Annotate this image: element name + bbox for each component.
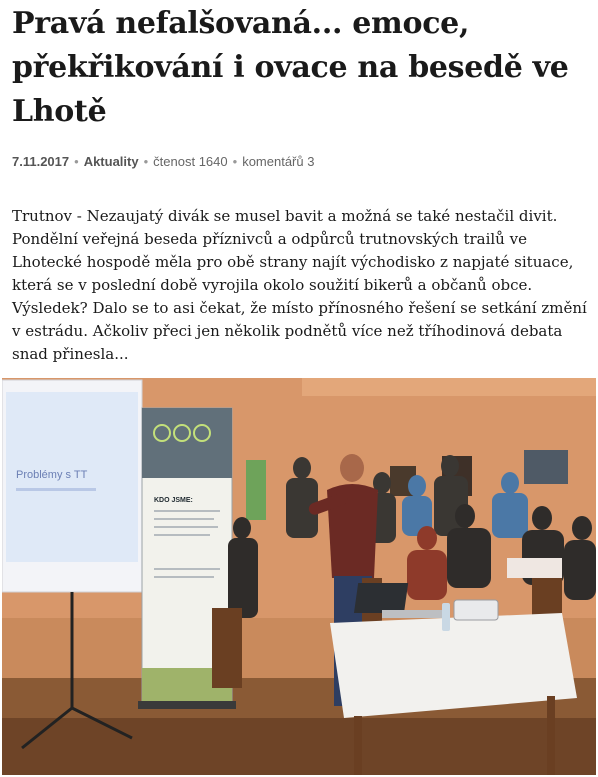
article-meta	[12, 154, 592, 169]
banner-heading: KDO JSME:	[154, 497, 193, 504]
views-count: 1640	[198, 154, 228, 169]
meta-separator: •	[74, 154, 79, 169]
views-label: čtenost	[153, 154, 196, 169]
article-photo[interactable]	[2, 378, 596, 775]
article-title[interactable]: Pravá nefalšovaná... emoce, překřikování i ovace na besedě ve Lhotě	[12, 6, 569, 129]
article-category-link[interactable]: Aktuality	[83, 154, 139, 169]
slide-title: Problémy s TT	[16, 469, 88, 481]
comments-count[interactable]: 3	[307, 154, 315, 169]
article-lead: Trutnov - Nezaujatý divák se musel bavit a možná se také nestačil divit. Pondělní veřejná beseda příznivců a odpůrců trutnovských trailů ve Lhotecké hospodě měla pro obě strany najít východisko z napjaté situace, která se v poslední době vyrojila okolo soužití bikerů a občanů obce. Výsledek? Dalo se to asi čekat, že místo přínosného řešení se setkání změní v estrádu. Ačkoliv přeci jen několik podnětů více než tříhodinová debata snad přinesla...	[12, 207, 587, 363]
photo-illustration	[2, 378, 596, 775]
meta-separator: •	[232, 154, 238, 169]
meta-separator: •	[143, 154, 149, 169]
article-date: 7.11.2017	[12, 154, 70, 169]
comments-label[interactable]: komentářů	[242, 154, 304, 169]
